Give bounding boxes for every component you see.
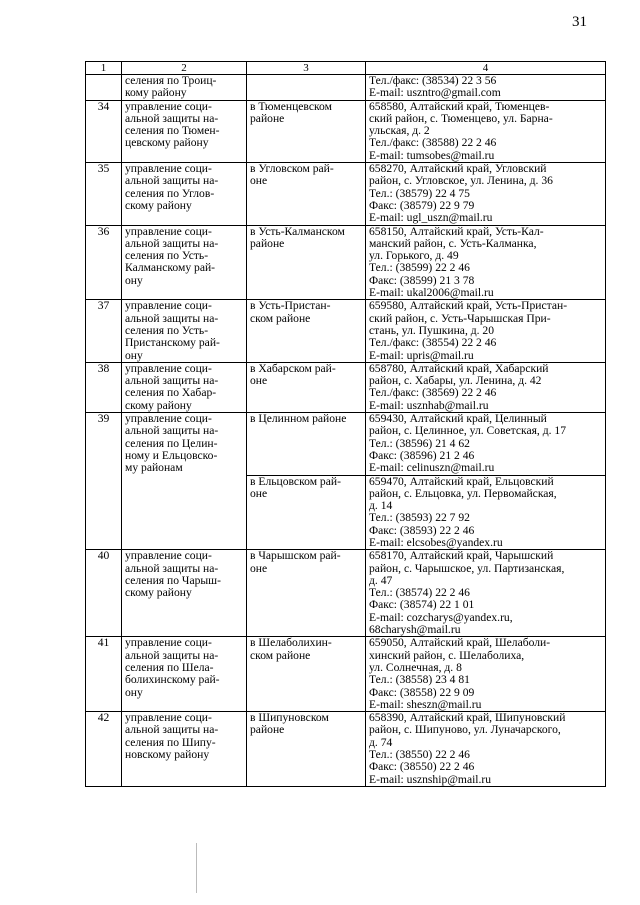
contact-cell bbox=[366, 475, 606, 550]
cell-line: управление соци- bbox=[125, 636, 212, 650]
district-cell bbox=[247, 300, 366, 362]
cell-line: селения по Чарыш- bbox=[125, 573, 221, 587]
cell-line: управление соци- bbox=[125, 225, 212, 238]
table-row bbox=[86, 300, 606, 362]
table-row bbox=[86, 225, 606, 300]
district-cell bbox=[247, 550, 366, 637]
cell-line: E-mail: elcsobes@yandex.ru bbox=[369, 535, 503, 549]
cell-line: д. 14 bbox=[369, 499, 393, 513]
cell-line: Тел./факс: (38569) 22 2 46 bbox=[369, 386, 497, 400]
cell-line: E-mail: tumsobes@mail.ru bbox=[369, 148, 495, 162]
cell-line: альной защиты на- bbox=[125, 374, 219, 388]
cell-line: 659470, Алтайский край, Ельцовский bbox=[369, 475, 554, 488]
cell-line: Факс: (38550) 22 2 46 bbox=[369, 760, 475, 774]
cell-line: управление соци- bbox=[125, 412, 212, 426]
cell-line: д. 47 bbox=[369, 573, 393, 587]
cell-line: в Шелаболихин- bbox=[250, 636, 332, 650]
cell-line: ском районе bbox=[250, 311, 311, 325]
cell-line: 658390, Алтайский край, Шипуновский bbox=[369, 711, 566, 725]
cell-line: скому району bbox=[125, 198, 192, 212]
district-cell bbox=[247, 163, 366, 225]
cell-line: в Целинном районе bbox=[250, 412, 347, 426]
cell-line: селения по Шела- bbox=[125, 660, 214, 674]
header-col-4: 4 bbox=[366, 62, 606, 75]
cell-line: Факс: (38593) 22 2 46 bbox=[369, 523, 475, 537]
cell-line: управление соци- bbox=[125, 100, 212, 113]
row-number: 42 bbox=[86, 712, 122, 787]
cell-line: Факс: (38574) 22 1 01 bbox=[369, 598, 475, 612]
cell-line: ский район, с. Тюменцево, ул. Барна- bbox=[369, 111, 553, 125]
cell-line: селения по Шипу- bbox=[125, 735, 216, 749]
district-cell bbox=[247, 362, 366, 412]
cell-line: альной защиты на- bbox=[125, 311, 219, 325]
cell-line: кому району bbox=[125, 86, 187, 100]
district-cell bbox=[247, 75, 366, 101]
cell-line: Тел.: (38599) 22 2 46 bbox=[369, 261, 470, 275]
contact-cell bbox=[366, 362, 606, 412]
cell-line: селения по Усть- bbox=[125, 249, 209, 263]
row-number: 41 bbox=[86, 637, 122, 712]
cell-line: ону bbox=[125, 273, 143, 287]
cell-line: оне bbox=[250, 486, 268, 500]
contact-cell bbox=[366, 637, 606, 712]
cell-line: Тел.: (38558) 23 4 81 bbox=[369, 673, 470, 687]
cell-line: оне bbox=[250, 374, 268, 388]
scan-mark bbox=[196, 843, 197, 893]
cell-line: 658170, Алтайский край, Чарышский bbox=[369, 549, 554, 563]
cell-line: альной защиты на- bbox=[125, 174, 219, 188]
cell-line: 658780, Алтайский край, Хабарский bbox=[369, 362, 549, 375]
agency-name-cell bbox=[122, 225, 247, 300]
row-number: 36 bbox=[86, 225, 122, 300]
cell-line: стань, ул. Пушкина, д. 20 bbox=[369, 323, 495, 337]
cell-line: хинский район, с. Шелаболиха, bbox=[369, 648, 525, 662]
agency-name-cell bbox=[122, 163, 247, 225]
cell-line: E-mail: usznship@mail.ru bbox=[369, 772, 492, 786]
row-number: 37 bbox=[86, 300, 122, 362]
cell-line: ному и Ельцовско- bbox=[125, 448, 218, 462]
contact-cell bbox=[366, 75, 606, 101]
cell-line: ский район, с. Усть-Чарышская При- bbox=[369, 311, 551, 325]
row-number: 40 bbox=[86, 550, 122, 637]
cell-line: Факс: (38579) 22 9 79 bbox=[369, 198, 475, 212]
cell-line: Факс: (38599) 21 3 78 bbox=[369, 273, 475, 287]
table-row bbox=[86, 100, 606, 162]
cell-line: Тел.: (38550) 22 2 46 bbox=[369, 748, 470, 762]
contact-cell bbox=[366, 100, 606, 162]
contact-cell bbox=[366, 163, 606, 225]
agency-table bbox=[85, 61, 606, 787]
cell-line: управление соци- bbox=[125, 162, 212, 176]
cell-line: Тел./факс: (38554) 22 2 46 bbox=[369, 336, 497, 350]
cell-line: в Угловском рай- bbox=[250, 162, 334, 176]
table-header-row bbox=[86, 62, 606, 75]
cell-line: ону bbox=[125, 348, 143, 362]
cell-line: район, с. Чарышское, ул. Партизанская, bbox=[369, 561, 565, 575]
table-row bbox=[86, 550, 606, 637]
cell-line: район, с. Хабары, ул. Ленина, д. 42 bbox=[369, 374, 542, 388]
page-number: 31 bbox=[572, 14, 587, 30]
cell-line: Факс: (38596) 21 2 46 bbox=[369, 448, 475, 462]
header-col-1: 1 bbox=[86, 62, 122, 75]
district-cell bbox=[247, 225, 366, 300]
cell-line: болихинскому рай- bbox=[125, 673, 220, 687]
cell-line: Факс: (38558) 22 9 09 bbox=[369, 685, 475, 699]
cell-line: E-mail: usznhab@mail.ru bbox=[369, 398, 489, 412]
contact-cell bbox=[366, 225, 606, 300]
cell-line: цевскому району bbox=[125, 136, 209, 150]
cell-line: Тел.: (38593) 22 7 92 bbox=[369, 511, 470, 525]
cell-line: селения по Целин- bbox=[125, 436, 218, 450]
cell-line: E-mail: ugl_uszn@mail.ru bbox=[369, 211, 493, 225]
cell-line: селения по Троиц- bbox=[125, 74, 217, 87]
cell-line: районе bbox=[250, 236, 285, 250]
cell-line: E-mail: ukal2006@mail.ru bbox=[369, 286, 494, 300]
cell-line: ул. Горького, д. 49 bbox=[369, 249, 459, 263]
cell-line: управление соци- bbox=[125, 362, 212, 375]
agency-name-cell bbox=[122, 550, 247, 637]
cell-line: Тел./факс: (38534) 22 3 56 bbox=[369, 74, 497, 87]
cell-line: альной защиты на- bbox=[125, 111, 219, 125]
row-number: 35 bbox=[86, 163, 122, 225]
cell-line: 658270, Алтайский край, Угловский bbox=[369, 162, 547, 176]
agency-name-cell bbox=[122, 637, 247, 712]
cell-line: район, с. Целинное, ул. Советская, д. 17 bbox=[369, 424, 567, 438]
cell-line: район, с. Угловское, ул. Ленина, д. 36 bbox=[369, 174, 553, 188]
cell-line: ульская, д. 2 bbox=[369, 124, 430, 138]
cell-line: в Ельцовском рай- bbox=[250, 475, 341, 488]
header-col-3: 3 bbox=[247, 62, 366, 75]
cell-line: районе bbox=[250, 723, 285, 737]
cell-line: му районам bbox=[125, 461, 183, 475]
table-row bbox=[86, 163, 606, 225]
agency-name-cell bbox=[122, 712, 247, 787]
cell-line: 68charysh@mail.ru bbox=[369, 623, 461, 637]
cell-line: оне bbox=[250, 174, 268, 188]
cell-line: управление соци- bbox=[125, 299, 212, 313]
cell-line: манский район, с. Усть-Калманка, bbox=[369, 236, 537, 250]
agency-name-cell bbox=[122, 75, 247, 101]
cell-line: районе bbox=[250, 111, 285, 125]
cell-line: селения по Тюмен- bbox=[125, 124, 220, 138]
cell-line: оне bbox=[250, 561, 268, 575]
district-cell bbox=[247, 637, 366, 712]
cell-line: альной защиты на- bbox=[125, 236, 219, 250]
cell-line: скому району bbox=[125, 398, 192, 412]
district-cell bbox=[247, 712, 366, 787]
contact-cell bbox=[366, 300, 606, 362]
agency-name-cell bbox=[122, 100, 247, 162]
contact-cell bbox=[366, 550, 606, 637]
row-number: 39 bbox=[86, 413, 122, 550]
cell-line: Тел.: (38579) 22 4 75 bbox=[369, 186, 470, 200]
district-cell bbox=[247, 475, 366, 550]
agency-name-cell bbox=[122, 300, 247, 362]
cell-line: Тел./факс: (38588) 22 2 46 bbox=[369, 136, 497, 150]
cell-line: селения по Углов- bbox=[125, 186, 215, 200]
cell-line: управление соци- bbox=[125, 711, 212, 725]
table-row bbox=[86, 75, 606, 101]
table-row bbox=[86, 362, 606, 412]
cell-line: в Усть-Калманском bbox=[250, 225, 345, 238]
cell-line: E-mail: upris@mail.ru bbox=[369, 348, 474, 362]
cell-line: управление соци- bbox=[125, 549, 212, 563]
table-row bbox=[86, 413, 606, 475]
cell-line: селения по Хабар- bbox=[125, 386, 217, 400]
cell-line: в Тюменцевском bbox=[250, 100, 332, 113]
cell-line: ском районе bbox=[250, 648, 311, 662]
table-body bbox=[86, 75, 606, 787]
cell-line: ону bbox=[125, 685, 143, 699]
cell-line: альной защиты на- bbox=[125, 648, 219, 662]
cell-line: E-mail: uszntro@gmail.com bbox=[369, 86, 501, 100]
contact-cell bbox=[366, 712, 606, 787]
cell-line: альной защиты на- bbox=[125, 723, 219, 737]
cell-line: район, с. Шипуново, ул. Луначарского, bbox=[369, 723, 561, 737]
cell-line: 659050, Алтайский край, Шелаболи- bbox=[369, 636, 551, 650]
cell-line: Тел.: (38574) 22 2 46 bbox=[369, 586, 470, 600]
row-number: 38 bbox=[86, 362, 122, 412]
table-row bbox=[86, 712, 606, 787]
table-row bbox=[86, 637, 606, 712]
cell-line: селения по Усть- bbox=[125, 323, 209, 337]
cell-line: в Хабарском рай- bbox=[250, 362, 336, 375]
district-cell bbox=[247, 413, 366, 475]
cell-line: 659430, Алтайский край, Целинный bbox=[369, 412, 547, 426]
cell-line: 659580, Алтайский край, Усть-Пристан- bbox=[369, 299, 568, 313]
cell-line: E-mail: sheszn@mail.ru bbox=[369, 697, 482, 711]
cell-line: в Чарышском рай- bbox=[250, 549, 341, 563]
row-number: 34 bbox=[86, 100, 122, 162]
cell-line: альной защиты на- bbox=[125, 561, 219, 575]
cell-line: в Шипуновском bbox=[250, 711, 329, 725]
cell-line: д. 74 bbox=[369, 735, 393, 749]
cell-line: 658580, Алтайский край, Тюменцев- bbox=[369, 100, 550, 113]
cell-line: 658150, Алтайский край, Усть-Кал- bbox=[369, 225, 544, 238]
row-number bbox=[86, 75, 122, 101]
contact-cell bbox=[366, 413, 606, 475]
cell-line: E-mail: cozcharys@yandex.ru, bbox=[369, 610, 513, 624]
header-col-2: 2 bbox=[122, 62, 247, 75]
cell-line: новскому району bbox=[125, 748, 210, 762]
cell-line: Тел.: (38596) 21 4 62 bbox=[369, 436, 470, 450]
cell-line: район, с. Ельцовка, ул. Первомайская, bbox=[369, 486, 557, 500]
cell-line: альной защиты на- bbox=[125, 424, 219, 438]
cell-line: E-mail: celinuszn@mail.ru bbox=[369, 461, 495, 475]
cell-line: ул. Солнечная, д. 8 bbox=[369, 660, 462, 674]
cell-line: скому району bbox=[125, 586, 192, 600]
agency-name-cell bbox=[122, 362, 247, 412]
agency-name-cell bbox=[122, 413, 247, 550]
district-cell bbox=[247, 100, 366, 162]
cell-line: Калманскому рай- bbox=[125, 261, 216, 275]
cell-line: в Усть-Пристан- bbox=[250, 299, 331, 313]
cell-line: Пристанскому рай- bbox=[125, 336, 220, 350]
